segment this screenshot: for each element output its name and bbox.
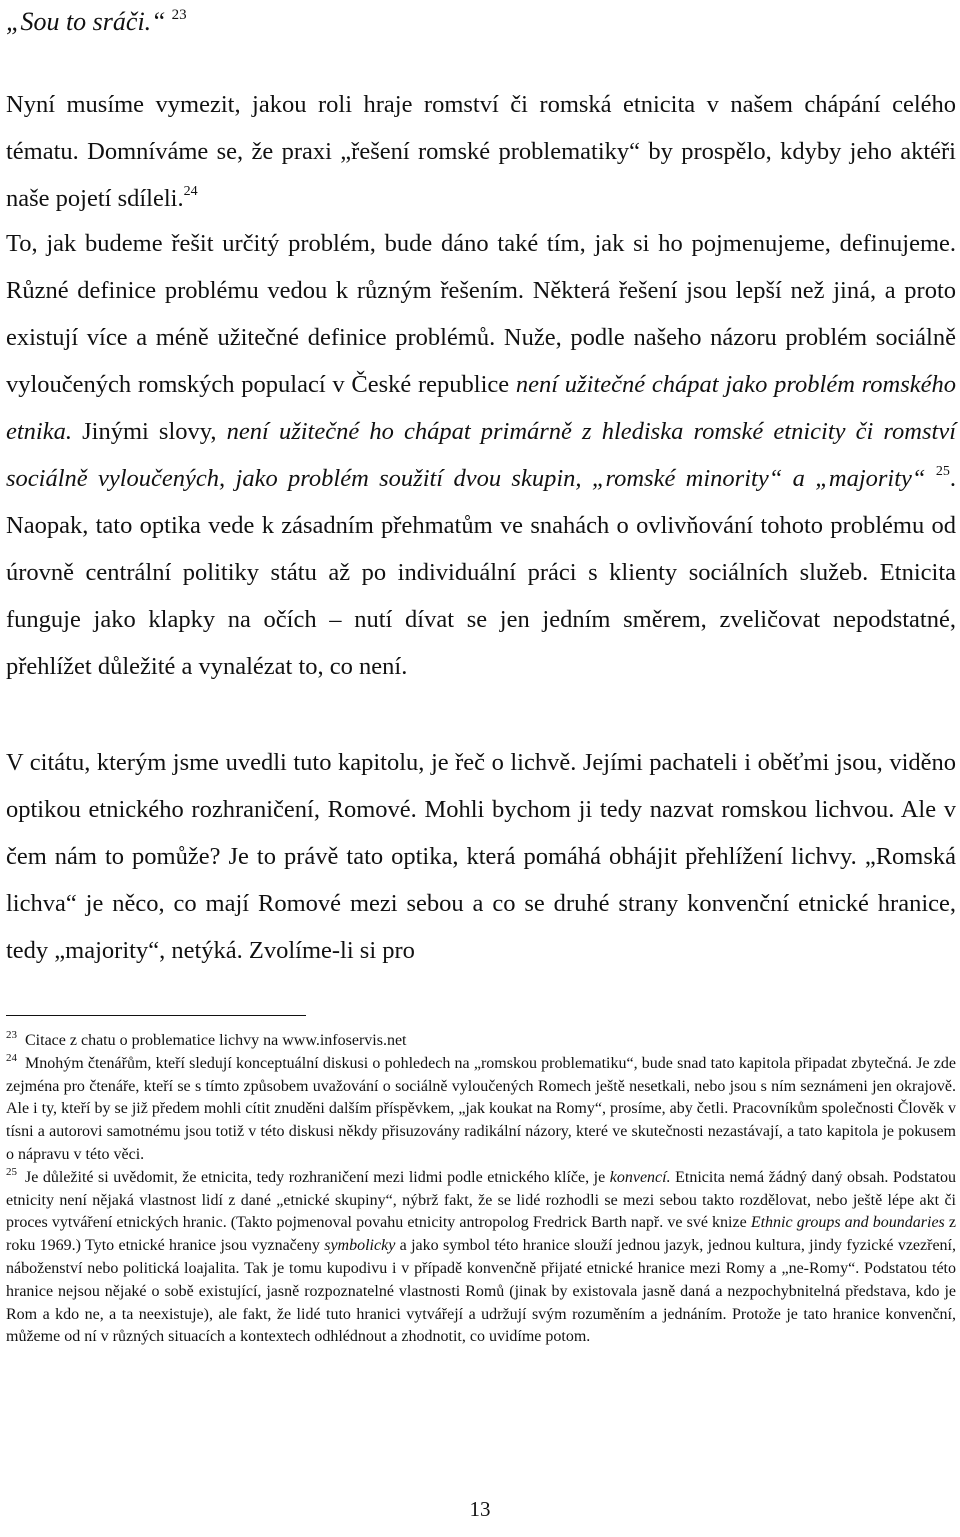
paragraph-3-text: V citátu, kterým jsme uvedli tuto kapitolu, je řeč o lichvě. Jejími pachateli i oběťmi jsou, viděno optikou etnického rozhraničení, Romové. Mohli bychom ji tedy nazvat romskou lichvou. Ale v čem nám to pomůže? Je to právě tato optika, která pomáhá obhájit přehlížení lichvy. „Romská lichva“ je něco, co mají Romové mezi sebou a co se druhé strany konvenční etnické hranice, tedy „majority“, netýká. Zvolíme-li si pro [6,749,956,964]
paragraph-2-emphasis-1: není užitečné chápat jako problém romského etnika. [6,371,957,445]
footnote-text: Citace z chatu o problematice lichvy na www.infoservis.net [25,1032,407,1049]
footnotes [6,1030,956,1349]
paragraph-2-emphasis-2: není užitečné ho chápat primárně z hlediska romské etnicity či romství sociálně vyloučených, jako problém soužití dvou skupin, „romské minority“ a „majority“ [6,418,956,492]
paragraph-1-text: Nyní musíme vymezit, jakou roli hraje romství či romská etnicita v našem chápání celého tématu. Domníváme se, že praxi „řešení romské problematiky“ by prospělo, kdyby jeho aktéři naše pojetí sdíleli. [6,91,956,212]
footnote-number: 24 [6,1051,17,1064]
footnote-emphasis: symbolicky [324,1237,396,1255]
footnote-emphasis: konvencí. [609,1168,671,1186]
footnote-25 [6,1167,956,1349]
footnote-separator [6,1015,306,1016]
footnote-ref-24[interactable]: 24 [183,184,198,199]
paragraph-3 [6,739,956,974]
chapter-quote [6,0,187,37]
paragraph-1 [6,81,956,222]
footnote-ref-23[interactable]: 23 [171,7,187,23]
footnote-text: Je důležité si uvědomit, že etnicita, tedy rozhraničení mezi lidmi podle etnického klíče, je [25,1168,606,1186]
footnote-text: Mnohým čtenářům, kteří sledují konceptuální diskusi o pohledech na „romskou problematiku“, bude snad tato kapitola připadat zbytečná. Je zde zejména pro čtenáře, kteří se s tímto způsobem uvažování o sociálně vyloučených Romech ještě nesetkali, nebo jsou s ním seznámeni jen okrajově. Ale i ty, kteří by se již předem mohli cítit znuděni dalším příspěvkem, „jak koukat na Romy“, prosíme, aby četli. Pracovníkům společnosti Člověk v tísni a autorovi samotnému jsou totiž v této diskusi někdy přisuzovány radikální názory, které ve skutečnosti nezastávají, a tato kapitola je pokusem o nápravu v této věci. [6,1054,956,1163]
footnote-23 [6,1030,956,1053]
footnote-ref-25[interactable]: 25 [935,464,950,479]
footnote-24 [6,1053,956,1167]
footnote-text: z roku 1969.) Tyto etnické hranice jsou vyznačeny [6,1214,957,1255]
paragraph-2-sentence-3: . Naopak, tato optika vede k zásadním přehmatům ve snahách o ovlivňování tohoto problému od úrovně centrální politiky státu až po individuální práci s klienty sociálních služeb. Etnicita funguje jako klapky na očích – nutí dívat se jen jedním směrem, zveličovat nepodstatné, přehlížet důležité a vynalézat to, co není. [6,465,957,680]
page-number: 13 [469,1497,491,1521]
book-title: Ethnic groups and boundaries [750,1214,945,1232]
quote-text: „Sou to sráči.“ [6,7,166,36]
footnote-text: a jako symbol této hranice slouží jednou jazyk, jednou kultura, jindy fyzické vzezření, náboženství nebo politická loajalita. Tak je tomu kupodivu i v případě konvenčně přijaté etnické hranice mezi Romy a „ne-Romy“. Podstatou této hranice nejsou nějaké o sobě existující, jasně rozpoznatelné vlastnosti Romů (jinak by existovala jasně daná a nezpochybnitelná představa, kdo je Rom a kdo ne, a ta neexistuje), ale fakt, že lidé tuto hranici vytvářejí a udržují svým rozuměním a jednáním. Protože je tato hranice konvenční, můžeme od ní v různých situacích a kontextech odhlédnout a zhodnotit, co uvidíme potom. [6,1237,957,1346]
footnote-text: Etnicita nemá žádný daný obsah. Podstatou etnicity není nějaká vlastnost lidí z dané „etnické skupiny“, nýbrž fakt, že se lidé rozhodli se mezi sebou takto rozdělovat, nebo ještě lépe akt či proces vytváření etnických hranic. (Takto pojmenoval povahu etnicity antropolog Fredrick Barth např. ve své knize [6,1168,957,1232]
footnote-number: 23 [6,1029,17,1041]
paragraph-2 [6,220,956,690]
footnote-number: 25 [6,1165,17,1178]
paragraph-2-sentence-1: To, jak budeme řešit určitý problém, bude dáno také tím, jak si ho pojmenujeme, definujeme. Různé definice problému vedou k různým řešením. Některá řešení jsou lepší než jiná, a proto existují více a méně užitečné definice problémů. Nuže, podle našeho názoru problém sociálně vyloučených romských populací v České republice [6,230,956,398]
paragraph-2-sentence-2: Jinými slovy, [82,418,217,445]
